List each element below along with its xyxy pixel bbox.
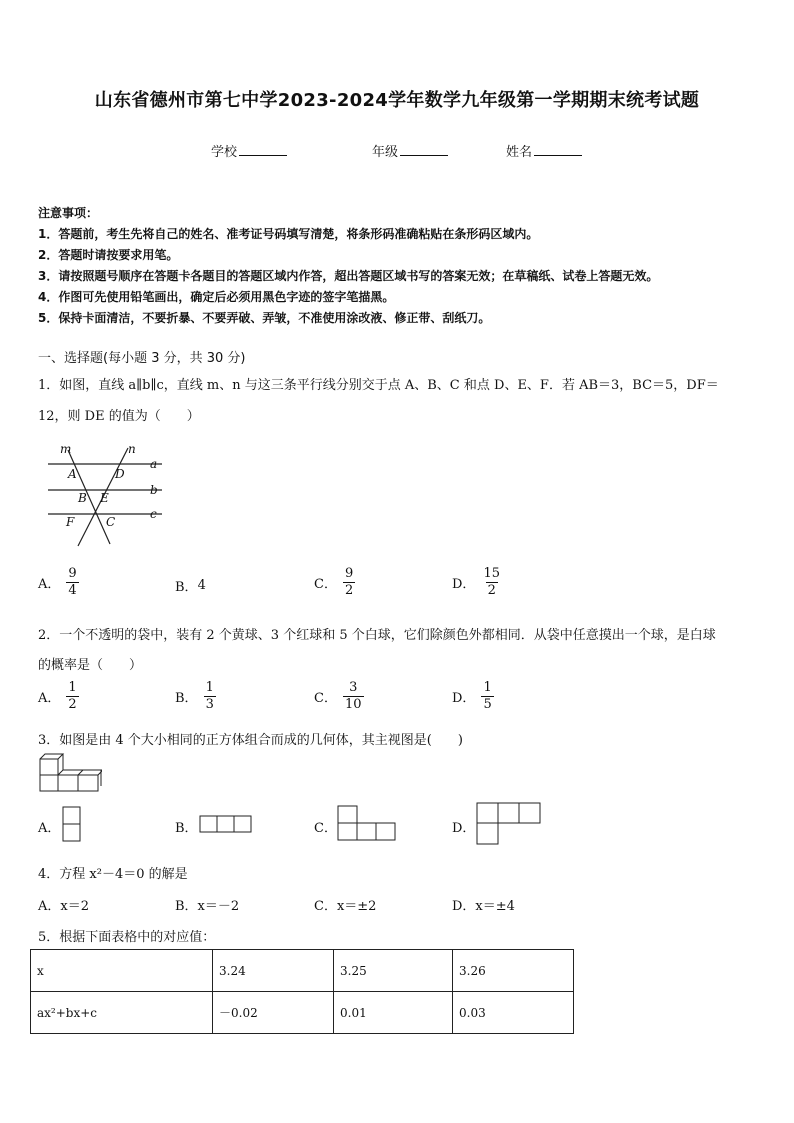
q4-option-a[interactable]: A．x＝2 [38, 899, 89, 914]
value-table [30, 949, 574, 1034]
name-label: 姓名 [506, 145, 533, 160]
table-cell: 3.24 [213, 950, 334, 992]
table-cell: 3.25 [334, 950, 453, 992]
label-n: n [128, 442, 136, 456]
q1-stem-line1: 1．如图，直线 a∥b∥c，直线 m、n 与这三条平行线分别交于点 A、B、C 和点 D、E、F．若 AB＝3，BC＝5，DF＝ [38, 378, 719, 393]
q4-option-d[interactable]: D．x＝±4 [452, 899, 515, 914]
label-E: E [100, 491, 109, 505]
note-item: 4．作图可先使用铅笔画出，确定后必须用黑色字迹的签字笔描黑。 [38, 290, 395, 304]
label-D: D [115, 467, 125, 481]
label-b: b [150, 483, 158, 497]
table-cell: x [31, 950, 213, 992]
q2-stem-line1: 2．一个不透明的袋中，装有 2 个黄球、3 个红球和 5 个白球，它们除颜色外都相同．从袋中任意摸出一个球，是白球 [38, 628, 716, 643]
label-c: c [150, 507, 157, 521]
name-field [506, 141, 582, 160]
q1-option-d[interactable]: D． $\frac{15}{2}$ [452, 566, 500, 598]
label-C: C [106, 515, 116, 529]
label-A: A [68, 467, 77, 481]
q5-stem: 5．根据下面表格中的对应值： [38, 930, 216, 945]
q3-option-b[interactable]: B． [175, 821, 198, 836]
q4-stem: 4．方程 x²－4＝0 的解是 [38, 867, 188, 882]
table-cell: 3.26 [453, 950, 574, 992]
note-item: 5．保持卡面清洁，不要折暴、不要弄破、弄皱，不准使用涂改液、修正带、刮纸刀。 [38, 311, 491, 325]
school-label: 学校 [211, 145, 238, 160]
grade-label: 年级 [372, 145, 399, 160]
notes-heading: 注意事项： [38, 206, 99, 220]
q2-stem-line2: 的概率是（ ） [38, 658, 143, 673]
q1-option-c[interactable]: C． $\frac{9}{2}$ [314, 566, 354, 598]
school-field [211, 141, 287, 160]
parallel-lines-figure [40, 440, 170, 552]
q2-option-a[interactable]: A． $\frac{1}{2}$ [38, 680, 77, 712]
q3-option-a[interactable]: A． [38, 821, 61, 836]
q1-stem-line2: 12，则 DE 的值为（ ） [38, 409, 200, 424]
table-cell: 0.03 [453, 992, 574, 1034]
q3-figure-a [62, 806, 82, 844]
label-B: B [78, 491, 87, 505]
q3-option-c[interactable]: C． [314, 821, 337, 836]
note-item: 1．答题前，考生先将自己的姓名、准考证号码填写清楚，将条形码准确粘贴在条形码区域内。 [38, 227, 539, 241]
notes-block [38, 203, 658, 329]
q2-option-b[interactable]: B． $\frac{1}{3}$ [175, 680, 214, 712]
label-m: m [60, 442, 72, 456]
label-a: a [150, 457, 158, 471]
table-cell: ax²+bx+c [31, 992, 213, 1034]
note-item: 2．答题时请按要求用笔。 [38, 248, 179, 262]
label-F: F [66, 515, 75, 529]
q2-option-d[interactable]: D． $\frac{1}{5}$ [452, 680, 492, 712]
q4-option-c[interactable]: C．x＝±2 [314, 899, 377, 914]
table-cell: 0.01 [334, 992, 453, 1034]
q1-option-b[interactable]: B． 4 [175, 578, 206, 595]
q3-stem: 3．如图是由 4 个大小相同的正方体组合而成的几何体，其主视图是( ) [38, 733, 463, 748]
q4-option-b[interactable]: B．x＝－2 [175, 899, 240, 914]
q3-option-d[interactable]: D． [452, 821, 476, 836]
cube-solid-figure [38, 751, 102, 793]
q3-figure-c [337, 805, 397, 843]
section-heading: 一、选择题(每小题 3 分，共 30 分) [38, 351, 246, 366]
q3-figure-d [476, 802, 542, 846]
table-row [31, 950, 574, 992]
grade-field [372, 141, 448, 160]
table-row [31, 992, 574, 1034]
q2-option-c[interactable]: C． $\frac{3}{10}$ [314, 680, 362, 712]
table-cell: －0.02 [213, 992, 334, 1034]
exam-title: 山东省德州市第七中学2023-2024学年数学九年级第一学期期末统考试题 [94, 90, 700, 111]
note-item: 3．请按照题号顺序在答题卡各题目的答题区域内作答，超出答题区域书写的答案无效；在草稿纸、试卷上答题无效。 [38, 269, 659, 283]
q3-figure-b [199, 815, 255, 835]
q1-option-a[interactable]: A． $\frac{9}{4}$ [38, 566, 77, 598]
